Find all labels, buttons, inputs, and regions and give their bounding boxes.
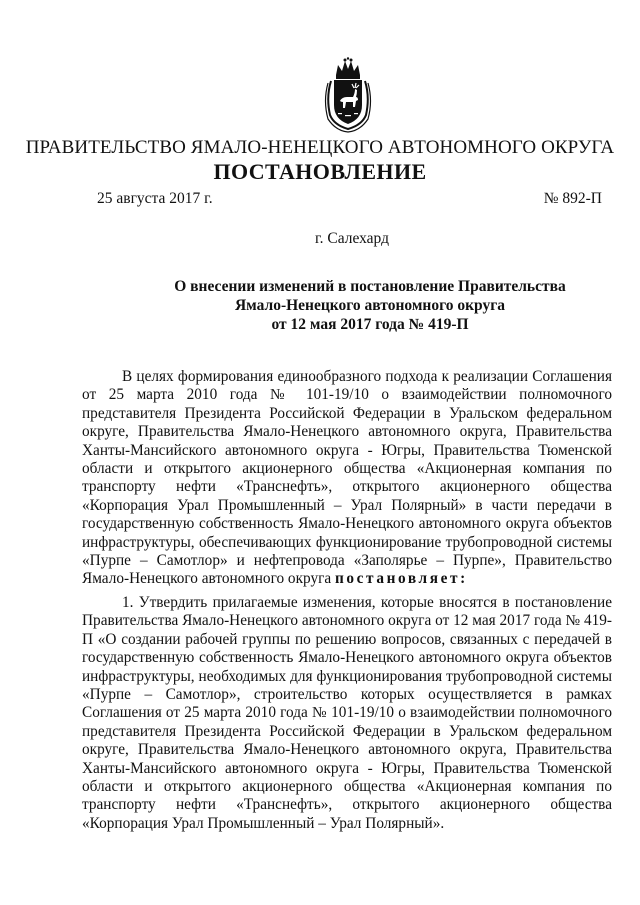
resolution-keyword: постановляет: (335, 570, 468, 588)
document-heading (60, 277, 640, 334)
paragraph-2-text: 1. Утвердить прилагаемые изменения, которые вносятся в постановление Правительства Ямало-Ненецкого автономного округа от 12 мая 2017 года № 419-П «О создании рабочей группы по решению вопросов, связанных с передачей в государственную собственность Ямало-Ненецкого автономного округа объектов инфраструктуры, необходимых для функционирования трубопроводной системы «Пурпе – Самотлор», строительство которых осуществляется в рамках Соглашения от 25 марта 2010 года № 101-19/10 о взаимодействии полномочного представителя Президента Российской Федерации в Уральском федеральном округе, Правительства Ямало-Ненецкого автономного округа, Правительства Ханты-Мансийского автономного округа - Югры, Правительства Тюменской области и открытого акционерного общества «Акционерная компания по транспорту нефти «Транснефть», открытого акционерного общества «Корпорация Урал Промышленный – Урал Полярный». (82, 594, 612, 832)
heading-line-2: Ямало-Ненецкого автономного округа (234, 297, 505, 314)
document-type-title: ПОСТАНОВЛЕНИЕ (213, 159, 427, 184)
body-paragraph-2 (82, 594, 612, 833)
document-number: № 892-П (543, 190, 602, 207)
paragraph-1-text: В целях формирования единообразного подхода к реализации Соглашения от 25 марта 2010 года № 101-19/10 о взаимодействии полномочного представителя Президента Российской Федерации в Уральском федеральном округе, Правительства Ямало-Ненецкого автономного округа, Правительства Ханты-Мансийского автономного округа - Югры, Правительства Тюменской области и открытого акционерного общества «Акционерная компания по транспорту нефти «Транснефть», открытого акционерного общества «Корпорация Урал Промышленный – Урал Полярный» в части передачи в государственную собственность Ямало-Ненецкого автономного округа объектов инфраструктуры, обеспечивающих функционирование трубопроводной системы «Пурпе – Самотлор» и нефтепровода «Заполярье – Пурпе», Правительство Ямало-Ненецкого автономного округа (82, 368, 612, 588)
heading-line-1: О внесении изменений в постановление Правительства (174, 278, 566, 295)
heading-line-3: от 12 мая 2017 года № 419-П (271, 316, 469, 333)
government-name: ПРАВИТЕЛЬСТВО ЯМАЛО-НЕНЕЦКОГО АВТОНОМНОГО ОКРУГА (25, 137, 615, 158)
document-date: 25 августа 2017 г. (97, 190, 213, 207)
body-paragraph-1 (82, 368, 612, 589)
coat-of-arms-emblem (322, 57, 374, 133)
document-city: г. Салехард (315, 230, 389, 247)
